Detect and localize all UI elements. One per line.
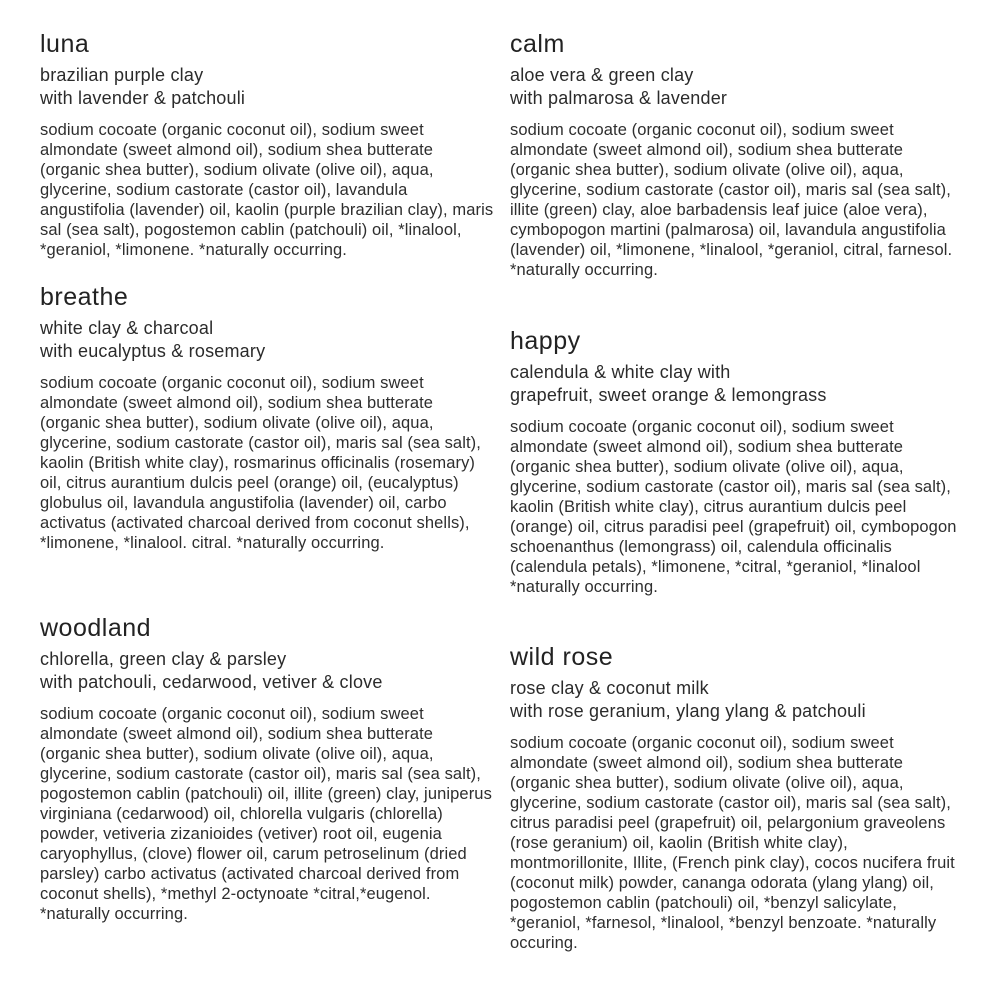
product-ingredients-wild-rose: sodium cocoate (organic coconut oil), sodium sweet almondate (sweet almond oil), sodium shea butterate (organic shea butter), sodium olivate (olive oil), aqua, glycerine, sodium castorate (castor oil), maris sal (sea salt), citrus paradisi peel (grapefruit) oil, pelargonium graveolens (rose geranium) oil, kaolin (British white clay), montmorillonite, Illite, (French pink clay), cocos nucifera fruit (coconut milk) powder, cananga odorata (ylang ylang) oil, pogostemon cablin (patchouli) oil, *benzyl salicylate, *geraniol, *farnesol, *linalool, *benzyl benzoate. *naturally occuring. <box>510 734 955 952</box>
product-section-luna <box>40 30 495 260</box>
tagline-line-1: aloe vera & green clay <box>510 65 694 85</box>
tagline-line-2: with palmarosa & lavender <box>510 88 728 108</box>
tagline-line-1: rose clay & coconut milk <box>510 678 709 698</box>
product-ingredients-breathe: sodium cocoate (organic coconut oil), sodium sweet almondate (sweet almond oil), sodium shea butterate (organic shea butter), sodium olivate (olive oil), aqua, glycerine, sodium castorate (castor oil), maris sal (sea salt), kaolin (British white clay), rosmarinus officinalis (rosemary) oil, citrus aurantium dulcis peel (orange) oil, (eucalyptus) globulus oil, lavandula angustifolia (lavender) oil, carbo activatus (activated charcoal derived from coconut shells), *limonene, *linalool. citral. *naturally occurring. <box>40 374 481 552</box>
product-ingredients-calm: sodium cocoate (organic coconut oil), sodium sweet almondate (sweet almond oil), sodium shea butterate (organic shea butter), sodium olivate (olive oil), aqua, glycerine, sodium castorate (castor oil), maris sal (sea salt), illite (green) clay, aloe barbadensis leaf juice (aloe vera), cymbopogon martini (palmarosa) oil, lavandula angustifolia (lavender) oil, *limonene, *linalool, *geraniol, citral, farnesol. *naturally occurring. <box>510 121 953 279</box>
tagline-line-1: calendula & white clay with <box>510 362 731 382</box>
tagline-line-2: grapefruit, sweet orange & lemongrass <box>510 385 827 405</box>
product-title-wild-rose: wild rose <box>510 643 614 671</box>
product-ingredients-woodland: sodium cocoate (organic coconut oil), sodium sweet almondate (sweet almond oil), sodium shea butterate (organic shea butter), sodium olivate (olive oil), aqua, glycerine, sodium castorate (castor oil), maris sal (sea salt), pogostemon cablin (patchouli) oil, illite (green) clay, juniperus virginiana (cedarwood) oil, chlorella vulgaris (chlorella) powder, vetiveria zizanioides (vetiver) root oil, eugenia caryophyllus, (clove) flower oil, carum petroselinum (dried parsley) carbo activatus (activated charcoal derived from coconut shells), *methyl 2-octynoate *citral,*eugenol. *naturally occurring. <box>40 705 492 923</box>
product-title-breathe: breathe <box>40 283 129 311</box>
tagline-line-1: chlorella, green clay & parsley <box>40 649 287 669</box>
product-ingredients-happy: sodium cocoate (organic coconut oil), sodium sweet almondate (sweet almond oil), sodium shea butterate (organic shea butter), sodium olivate (olive oil), aqua, glycerine, sodium castorate (castor oil), maris sal (sea salt), kaolin (British white clay), citrus aurantium dulcis peel (orange) oil, citrus paradisi peel (grapefruit) oil, cymbopogon schoenanthus (lemongrass) oil, calendula officinalis (calendula petals), *limonene, *citral, *geraniol, *linalool *naturally occurring. <box>510 418 957 596</box>
product-tagline-luna <box>40 64 495 110</box>
tagline-line-2: with rose geranium, ylang ylang & patchouli <box>510 701 866 721</box>
product-tagline-wild-rose <box>510 677 965 723</box>
product-tagline-woodland <box>40 648 495 694</box>
tagline-line-1: brazilian purple clay <box>40 65 204 85</box>
tagline-line-1: white clay & charcoal <box>40 318 214 338</box>
product-section-woodland <box>40 614 495 924</box>
tagline-line-2: with patchouli, cedarwood, vetiver & clove <box>40 672 383 692</box>
product-section-calm <box>510 30 965 280</box>
product-title-calm: calm <box>510 30 565 58</box>
product-tagline-calm <box>510 64 965 110</box>
product-tagline-breathe <box>40 317 495 363</box>
product-title-happy: happy <box>510 327 581 355</box>
product-ingredients-luna: sodium cocoate (organic coconut oil), sodium sweet almondate (sweet almond oil), sodium shea butterate (organic shea butter), sodium olivate (olive oil), aqua, glycerine, sodium castorate (castor oil), lavandula angustifolia (lavender) oil, kaolin (purple brazilian clay), maris sal (sea salt), pogostemon cablin (patchouli) oil, *linalool, *geraniol, *limonene. *naturally occurring. <box>40 121 494 259</box>
product-tagline-happy <box>510 361 965 407</box>
product-section-breathe <box>40 283 495 553</box>
tagline-line-2: with lavender & patchouli <box>40 88 246 108</box>
product-title-luna: luna <box>40 30 90 58</box>
product-title-woodland: woodland <box>40 614 152 642</box>
tagline-line-2: with eucalyptus & rosemary <box>40 341 266 361</box>
product-section-wild-rose <box>510 643 965 953</box>
product-section-happy <box>510 327 965 597</box>
